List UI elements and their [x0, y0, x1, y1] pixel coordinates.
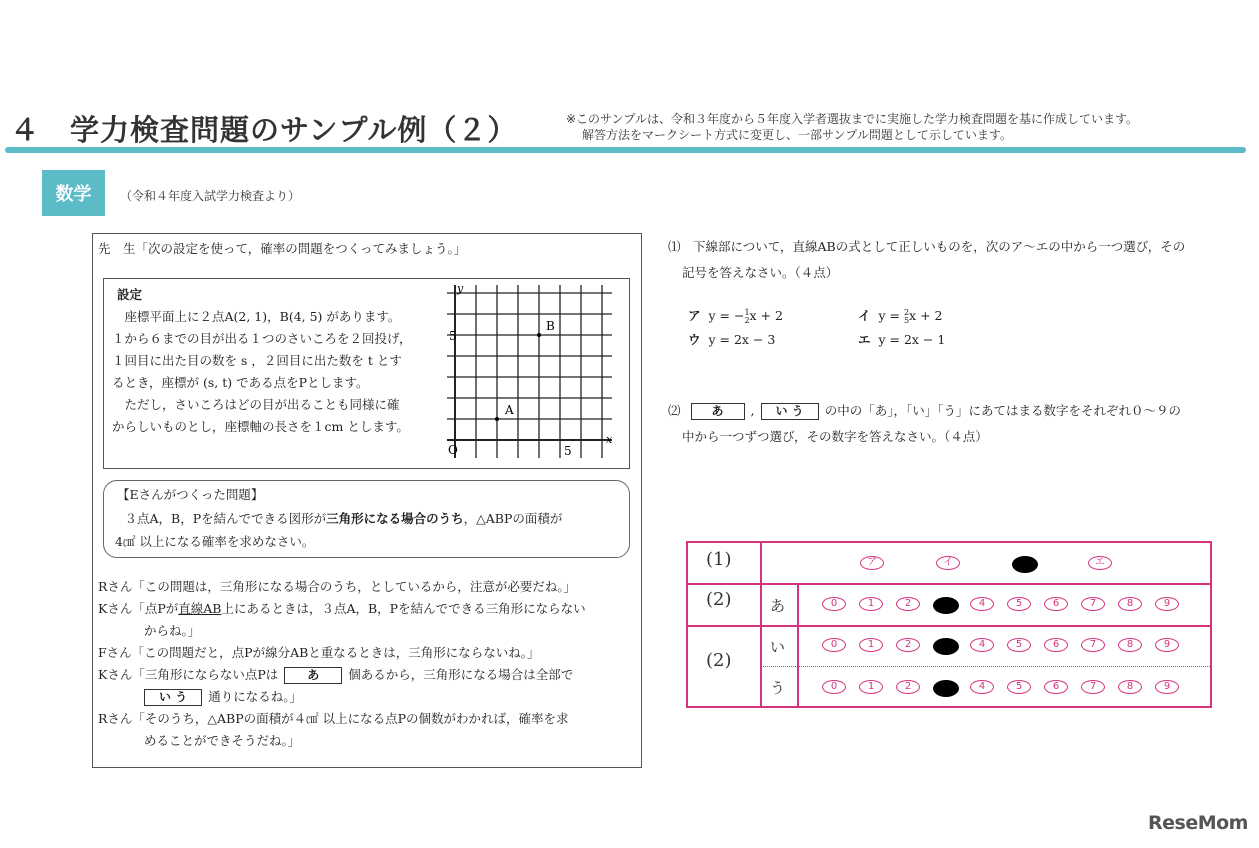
choice-u: [688, 329, 775, 351]
answer-bubble[interactable]: [1012, 556, 1038, 573]
text: 上にあるときは，３点A，B，Pを結んでできる三角形にならない: [221, 601, 586, 616]
answer-bubble[interactable]: 8: [1118, 680, 1142, 694]
answer-bubble[interactable]: 5: [1007, 680, 1031, 694]
choice-e: [858, 329, 945, 351]
answer-bubble[interactable]: 5: [1007, 638, 1031, 652]
answer-bubble[interactable]: 1: [859, 638, 883, 652]
blank-iu: い う: [761, 403, 819, 420]
answer-bubble[interactable]: 2: [896, 597, 920, 611]
resemom-logo: ReseMom: [1148, 812, 1248, 834]
q2-number: ⑵: [668, 403, 681, 418]
dialogue-line: [98, 598, 586, 620]
eq: y =: [878, 308, 904, 323]
row-label: (2): [706, 650, 732, 671]
dialogue-line: めることができそうだね。」: [144, 733, 301, 748]
row-label: (2): [706, 589, 732, 610]
text: Kさん「点Pが: [98, 601, 179, 616]
answer-bubble[interactable]: 1: [859, 597, 883, 611]
x-tick-5: 5: [564, 444, 572, 458]
answer-bubble[interactable]: ア: [860, 556, 884, 570]
answer-bubble[interactable]: 2: [896, 680, 920, 694]
problem-line-1: [112, 508, 562, 530]
answer-bubble[interactable]: 2: [896, 638, 920, 652]
answer-bubble[interactable]: 0: [822, 597, 846, 611]
eq: y = −: [708, 308, 745, 323]
question-2: [668, 400, 1181, 448]
note-line-2: 解答方法をマークシート方式に変更し、一部サンプル問題として示しています。: [582, 128, 1012, 142]
teacher-line: 先 生「次の設定を使って，確率の問題をつくってみましょう。」: [98, 241, 467, 256]
answer-bubble[interactable]: 4: [970, 680, 994, 694]
num: 1: [744, 307, 750, 317]
sub-label: い: [770, 638, 786, 656]
answer-bubble[interactable]: 4: [970, 638, 994, 652]
y-tick-5: 5: [449, 329, 457, 343]
dialogue-line: Fさん「この問題だと，点Pが線分ABと重なるときは，三角形にならないね。」: [98, 645, 540, 660]
setting-line: １回目に出た目の数を s ，２回目に出た数を t とす: [112, 353, 402, 368]
dialogue-line: [98, 664, 586, 686]
answer-bubble[interactable]: 0: [822, 638, 846, 652]
answer-bubble[interactable]: 9: [1155, 638, 1179, 652]
setting-line: るとき，座標が (s, t) である点をPとします。: [112, 375, 369, 390]
answer-bubble[interactable]: 6: [1044, 680, 1068, 694]
text: の中の「あ」，「い」「う」にあてはまる数字をそれぞれ０～９の: [824, 403, 1181, 418]
dialogue-line: Rさん「そのうち，△ABPの面積が４㎠ 以上になる点Pの個数がわかれば，確率を求: [98, 711, 569, 726]
col-divider: [797, 584, 799, 706]
answer-bubble[interactable]: 9: [1155, 680, 1179, 694]
choice-mark: イ: [858, 308, 871, 323]
q1-text: 記号を答えなさい。（４点）: [682, 265, 839, 280]
den: 5: [903, 315, 910, 325]
text: ，△ABPの面積が: [463, 511, 563, 526]
dialogue-line: [98, 686, 586, 708]
dialogue: [98, 576, 586, 752]
choice-mark: ウ: [688, 332, 701, 347]
subject-badge: 数学: [42, 170, 105, 216]
origin-label: O: [448, 443, 458, 457]
row-label: (1): [706, 549, 732, 570]
eq: y = 2x − 1: [878, 332, 946, 347]
row-divider: [688, 625, 1210, 627]
answer-bubble[interactable]: 0: [822, 680, 846, 694]
note-line-1: ※このサンプルは、令和３年度から５年度入学者選抜までに実施した学力検査問題を基に作成しています。: [566, 112, 1139, 126]
x-axis-label: x: [606, 433, 613, 446]
text: Kさん「三角形にならない点Pは: [98, 667, 279, 682]
answer-sheet: [686, 541, 1212, 708]
dialogue-line: からね。」: [144, 623, 201, 638]
blank-a: あ: [691, 403, 745, 420]
answer-bubble[interactable]: 7: [1081, 638, 1105, 652]
q1-text: ⑴ 下線部について，直線ABの式として正しいものを，次のア～エの中から一つ選び，その: [668, 239, 1186, 254]
answer-bubble[interactable]: エ: [1088, 556, 1112, 570]
point-b-label: B: [546, 319, 555, 333]
dialogue-line: Rさん「この問題は，三角形になる場合のうち，としているから，注意が必要だね。」: [98, 579, 577, 594]
sub-label: あ: [770, 597, 786, 615]
subject-source: （令和４年度入試学力検査より）: [120, 189, 301, 203]
sub-label: う: [770, 679, 786, 697]
answer-bubble[interactable]: [933, 680, 959, 697]
row-divider-dotted: [760, 666, 1210, 667]
blank-iu: い う: [144, 689, 202, 706]
underlined-text: 直線AB: [178, 601, 222, 616]
choice-i: [858, 305, 942, 327]
answer-bubble[interactable]: 5: [1007, 597, 1031, 611]
q2-text: 中から一つずつ選び，その数字を答えなさい。（４点）: [682, 429, 988, 444]
choice-mark: エ: [858, 332, 871, 347]
blank-a: あ: [284, 667, 342, 684]
choice-a: [688, 305, 783, 327]
answer-bubble[interactable]: 8: [1118, 597, 1142, 611]
setting-title: 設定: [117, 287, 143, 302]
answer-bubble[interactable]: [933, 597, 959, 614]
setting-line: からしいものとし，座標軸の長さを１cm とします。: [112, 419, 409, 434]
text: 個あるから，三角形になる場合は全部で: [348, 667, 574, 682]
page-title: ４ 学力検査問題のサンプル例（２）: [10, 113, 518, 147]
answer-bubble[interactable]: 7: [1081, 597, 1105, 611]
y-axis-label: y: [457, 282, 464, 295]
eq: y = 2x − 3: [708, 332, 776, 347]
choice-mark: ア: [688, 308, 701, 323]
eq: x + 2: [909, 308, 943, 323]
den: 2: [744, 315, 750, 325]
row-divider: [688, 583, 1210, 585]
point-a: [495, 417, 499, 421]
bold-text: 三角形になる場合のうち: [326, 511, 464, 526]
setting-line: １から６までの目が出る１つのさいころを２回投げ，: [112, 331, 412, 346]
problem-title: 【Eさんがつくった問題】: [117, 487, 264, 502]
setting-line: 座標平面上に２点A(2, 1)，B(4, 5) があります。: [112, 309, 401, 324]
answer-bubble[interactable]: 4: [970, 597, 994, 611]
answer-bubble[interactable]: 6: [1044, 638, 1068, 652]
answer-bubble[interactable]: [933, 638, 959, 655]
problem-line-2: 4㎠ 以上になる確率を求めなさい。: [115, 534, 315, 549]
answer-bubble[interactable]: 9: [1155, 597, 1179, 611]
q2-text: ⑵ あ , い う の中の「あ」，「い」「う」にあてはまる数字をそれぞれ０～９の: [668, 403, 1181, 418]
answer-bubble[interactable]: イ: [936, 556, 960, 570]
text: 通りになるね。」: [208, 689, 302, 704]
question-1: [668, 236, 1185, 284]
num: 2: [903, 307, 910, 317]
answer-bubble[interactable]: 1: [859, 680, 883, 694]
text: ３点A，B，Pを結んでできる図形が: [112, 511, 327, 526]
eq: x + 2: [749, 308, 783, 323]
answer-bubble[interactable]: 6: [1044, 597, 1068, 611]
setting-line: ただし，さいころはどの目が出ることも同様に確: [112, 397, 400, 412]
point-b: [537, 333, 541, 337]
point-a-label: A: [505, 403, 514, 417]
answer-bubble[interactable]: 8: [1118, 638, 1142, 652]
answer-bubble[interactable]: 7: [1081, 680, 1105, 694]
